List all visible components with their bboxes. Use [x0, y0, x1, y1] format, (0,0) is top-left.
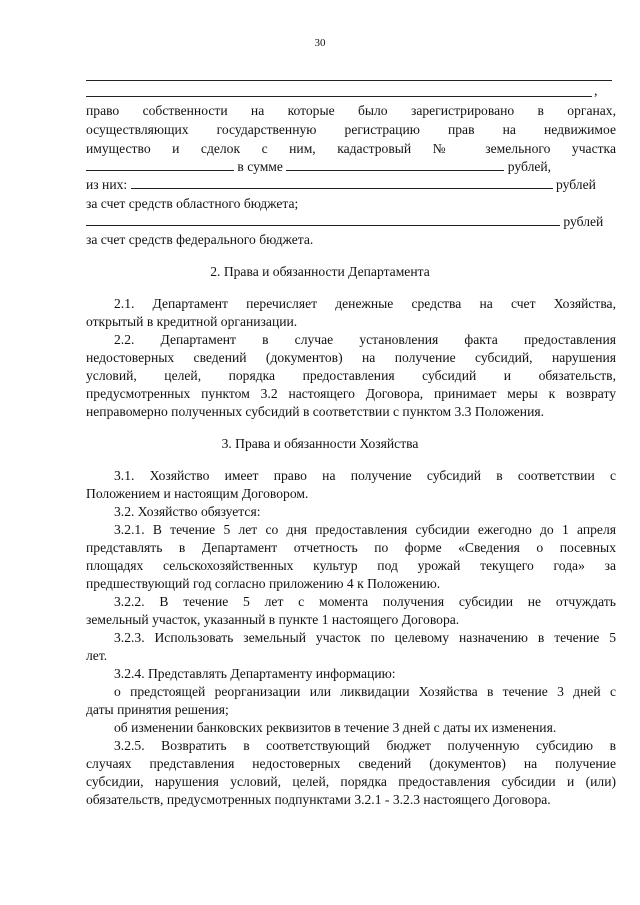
amount-line — [86, 176, 616, 193]
text-line: 3.2. Хозяйство обязуется: — [114, 504, 261, 519]
text-line: условий, целей, порядка предоставления субсидий и обязательств, — [86, 368, 616, 383]
amount-line — [86, 158, 616, 175]
text-line: осуществляющих государственную регистрацию прав на недвижимое — [86, 122, 616, 137]
text-line: за счет средств областного бюджета; — [86, 196, 299, 211]
text-line: 3.2.1. В течение 5 лет со дня предоставления субсидии ежегодно до 1 апреля — [114, 522, 616, 537]
currency-label: рублей — [563, 214, 604, 229]
text-line: о предстоящей реорганизации или ликвидации Хозяйства в течение 3 дней с — [114, 684, 616, 699]
text-line: право собственности на которые было зарегистрировано в органах, — [86, 103, 616, 118]
section-2-title: 2. Права и обязанности Департамента — [210, 264, 430, 279]
text-line: лет. — [86, 648, 108, 663]
text-line: 2.1. Департамент перечисляет денежные средства на счет Хозяйства, — [114, 296, 616, 311]
text-line: 3.2.5. Возвратить в соответствующий бюджет полученную субсидию в — [114, 738, 616, 753]
amount-label: в сумме — [237, 159, 283, 174]
blank-line — [86, 80, 612, 81]
fill-blank — [86, 158, 234, 171]
blank-line — [86, 96, 592, 97]
text-line: недостоверных сведений (документов) на получение субсидий, нарушения — [86, 350, 616, 365]
amount-line — [86, 213, 616, 230]
text-line: земельный участок, указанный в пункте 1 настоящего Договора. — [86, 612, 460, 627]
text-line: субсидии, нарушения условий, целей, порядка предоставления субсидии и (или) — [86, 774, 616, 789]
currency-label: рублей — [555, 177, 596, 192]
text-line: случаях представления недостоверных сведений (документов) на получение — [86, 756, 616, 771]
text-line: имущество и сделок с ним, кадастровый № земельного участка — [86, 141, 616, 156]
text-line: 3.2.3. Использовать земельный участок по целевому назначению в течение 5 — [114, 630, 616, 645]
text-line: представлять в Департамент отчетность по форме «Сведения о посевных — [86, 540, 616, 555]
text-line: предусмотренных пунктом 3.2 настоящего Договора, принимает меры к возврату — [86, 386, 616, 401]
text-line: неправомерно полученных субсидий в соответствии с пунктом 3.3 Положения. — [86, 404, 545, 419]
fill-blank — [86, 213, 560, 226]
page-number: 30 — [314, 37, 326, 49]
text-line: обязательств, предусмотренных подпунктами 3.2.1 - 3.2.3 настоящего Договора. — [86, 792, 551, 807]
text-line: за счет средств федерального бюджета. — [86, 232, 314, 247]
comma: , — [594, 84, 598, 99]
fill-blank — [131, 176, 553, 189]
currency-label: рублей, — [507, 159, 552, 174]
text-line: Положением и настоящим Договором. — [86, 486, 309, 501]
text-line: 2.2. Департамент в случае установления факта предоставления — [114, 332, 616, 347]
text-line: площадях сельскохозяйственных культур под урожай текущего года» за — [86, 558, 616, 573]
text-line: 3.2.4. Представлять Департаменту информацию: — [114, 666, 396, 681]
text-line: предшествующий год согласно приложению 4 к Положению. — [86, 576, 441, 591]
of-them-label: из них: — [86, 177, 128, 192]
text-line: открытый в кредитной организации. — [86, 314, 298, 329]
text-line: об изменении банковских реквизитов в течение 3 дней с даты их изменения. — [114, 720, 557, 735]
text-line: даты принятия решения; — [86, 702, 229, 717]
fill-blank — [286, 158, 504, 171]
section-3-title: 3. Права и обязанности Хозяйства — [221, 436, 419, 451]
text-line: 3.1. Хозяйство имеет право на получение субсидий в соответствии с — [114, 468, 616, 483]
text-line: 3.2.2. В течение 5 лет с момента получения субсидии не отчуждать — [114, 594, 616, 609]
